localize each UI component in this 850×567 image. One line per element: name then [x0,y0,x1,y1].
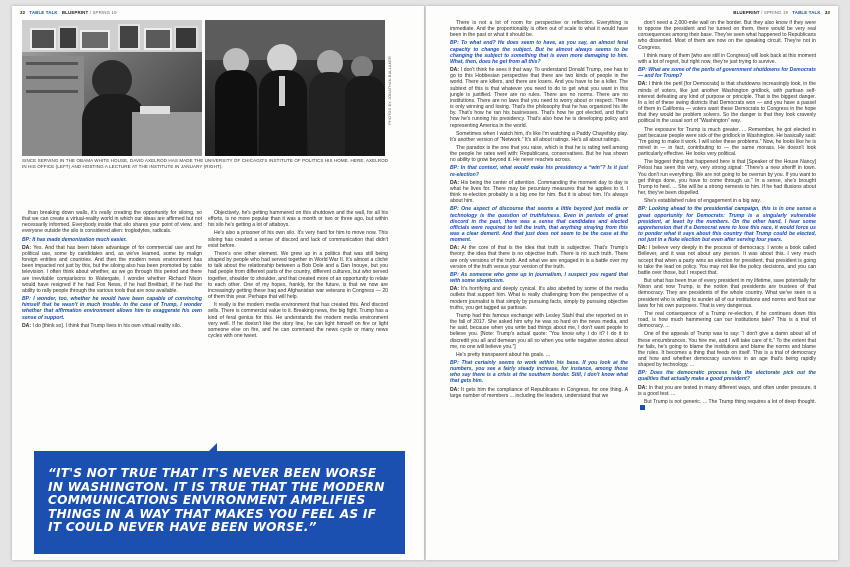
magazine-brand: BLUEPRINT [61,10,89,15]
photo-credit: PHOTOS BY JONATHAN BALLAKER [388,56,392,125]
right-page [426,6,838,560]
body-paragraph: He's also a prisoner of his own silo. It's very hard for him to move now. This siloing has created a sense of discord and lack of communication that didn't exist before. [208,230,388,249]
speaker-label: DA: [22,322,32,329]
right-column-1 [450,20,628,401]
issue-label: / SPRING 19 [761,10,789,15]
answer-text: I believe very deeply in the process of democracy. I wrote a book called Believer, and it was not about any person. It was about this. I very much accept that when a party wins an election for president, that president is going to take the lead on policy. You may not like the policy decisions, and you can battle over those, but I respect that. [638,245,816,276]
speaker-label: DA: [22,244,32,251]
pull-quote: “IT'S NOT TRUE THAT IT'S NEVER BEEN WORSE IN WASHINGTON. IT IS TRUE THAT THE MODERN COMMUNICATIONS ENVIRONMENT AMPLIFIES THINGS IN A WAY THAT MAKES YOU FEEL AS IF IT COULD NEVER HAVE BEEN WORSE.” [48,466,385,535]
answer-text: His being the center of attention. Commanding the moment day to day is what he lives for. There may be pecuniary measures that he applies to it. I think re-election probably is a big one for him. But it is about him. It's always about him. [450,179,628,205]
speaker-label: DA: [450,286,460,293]
interview-question: BP: I wonder, too, whether he would have been capable of convincing himself that he wasn't in much trouble. In the case of Trump, I wonder whether that affirmation environment allows him to exaggerate his own sense of support. [22,296,202,321]
continued-marker-icon [640,405,645,410]
speaker-label: DA: [450,179,460,186]
interview-question: BP: As someone who grew up in journalism, I suspect you regard that with some skepticism. [450,271,628,285]
interview-question: BP: What are some of the perils of government shutdowns for Democrats — and for Trump? [638,67,816,80]
answer-text: It gets him the compliance of Republicans in Congress, for one thing. A large number of members ... including the leaders, understand that we [450,386,628,399]
speaker-label: DA: [638,384,648,391]
interview-answer [638,81,816,124]
body-paragraph: It really is the modern media environment that has created this. And discord sells. There is commercial value to it. Breaking news, the big fight. Trump has a kind of feral genius for this. He understands the modern media environment very well. If he doesn't like the story line, he can light himself on fire or light someone else on fire, and he can command the news cycle or many news cycles with one tweet. [208,302,388,339]
speaker-label: DA: [638,81,648,88]
magazine-brand: BLUEPRINT [733,10,760,15]
interview-answer [450,245,628,270]
body-paragraph: The exposure for Trump is much greater. ... Remember, he got elected in part because people were sick of the gridlock in Washington. He basically said: “I'm going to make it work. I will solve these problems.” Now, he looks like he is mired in — in fact, contributing to — the same morass. He doesn't look particularly effective. He looks very political. [638,126,816,158]
body-paragraph: He's pretty transparent about his goals. ... [456,351,551,358]
interview-answer [450,180,628,205]
body-paragraph: The biggest thing that happened here is that [Speaker of the House Nancy] Pelosi has seen this very, very strong signal: “There's a new sheriff in town. You don't run everything. We are not going to be overrun by you. If you want to get things done, you have to come through us.” In a sense, she's brought Trump to heel. ... She will be a strong nemesis to him. If he had illusions about her, they've been dispelled. [638,159,816,197]
page-number: 32 [20,10,26,15]
issue-label: / SPRING 19 [89,10,117,15]
left-column-2 [208,210,388,341]
interview-question: BP: To what end? He does seem to have, as you say, an almost feral capacity to change the subject. But he almost always seems to be changing the subject to something that is even more damaging to him. What, then, does he get from all this? [450,40,628,65]
body-paragraph: Objectively, he's getting hammered on this shutdown and the wall, for all his efforts, is no more popular than it was a month or two or three ago, but within his silo he's getting a lot of attaboys. [208,210,388,229]
lecture-photo [205,20,385,156]
speaker-label: DA: [450,67,460,74]
body-paragraph: There is not a lot of room for perspective or reflection. Everything is immediate. And the proportionality is often out of scale to what it would have been in the past or what it should be. [450,20,628,39]
body-paragraph: don't need a 2,000-mile wall on the border. But they also know if they were to oppose the president and he turned on them, there would be very real consequences among their base. They've seen what happened to Republicans who dissented. Most of them are now on the speaking circuit. They're not in Congress. [638,20,816,51]
page-number: 33 [824,10,830,15]
body-paragraph: The real consequence of a Trump re-election, if he continues down this road, is how much hammering can our institutions take? This is a trial of democracy. ... [638,310,816,330]
body-paragraph: One of the appeals of Trump was to say: “I don't give a damn about all of these encumbrances. You hire me, and I will take care of it.” To the extent that he fails, he's going to blame the institutions and blame the norms and blame the rules. It becomes a thing that feeds on itself. This is a trial of democracy and how and whether democracy survives in an age that's being rapidly shaped by technology. ... [638,331,816,369]
body-paragraph: There's one other element. We grew up in a politics that was still being shaped by people who had served together in World War II. It's almost a cliché to talk about the relationship between a Bob Dole and a Dan Inouye, but you had people from different parts of the country, different cultures, but who served together, shoulder to shoulder, and that created more of an opportunity to relate to each other. One of my hopes, frankly, for the future, is that we now are increasingly getting these Iraq and Afghanistan war veterans in Congress — 20 of them this year. Perhaps that will help. [208,250,388,301]
body-paragraph: I think many of them [who are still in Congress] will look back at this moment with a lot of regret, but right now, they're just trying to survive. [638,52,816,65]
answer-text: I don't think he sees it that way. To understand Donald Trump, one has to go to this Hobbesian perspective that there are two kinds of people in the world. There are killers, and there are losers. And you have to be a killer. The subtext of this is that whatever you need to do to get what you want in this jungle is justified. There are no rules. There are no norms. There are no institutions. There are no laws that you need to worry about or respect. There is only winning and losing. That's the philosophy that he has organized his life by. That's how he ran his businesses. That's how he got elected, and that's how he's running his presidency. That's also how he is developing policy and representing America in the world. [450,67,628,129]
photo-caption: SINCE SERVING IN THE OBAMA WHITE HOUSE, DAVID AXELROD HAS MADE THE UNIVERSITY OF CHICAGO'S INSTITUTE OF POLITICS HIS HOME. HERE, AXELROD IN HIS OFFICE (LEFT) AND HOSTING A LECTURE AT THE INSTITUTE IN JANUARY (RIGHT). [22,158,389,169]
body-paragraph: But Trump is not generic. ... The Trump thing requires a lot of deep thought. [638,399,816,412]
left-column-1 [22,210,202,331]
office-photo [22,20,202,156]
right-column-2 [638,20,816,414]
section-name: TABLE TALK [29,10,58,15]
interview-answer [450,67,628,129]
body-paragraph: Sometimes when I watch him, it's like I'm watching a Paddy Chayefsky play. It's another version of “Network.” It's all about ratings. He's all about ratings. [450,130,628,143]
speaker-label: DA: [450,386,460,393]
answer-text: I do [think so]. I think that Trump lives in his own virtual reality silo. [31,322,182,329]
interview-answer [22,323,202,329]
section-name: TABLE TALK [792,10,821,15]
pull-quote-box [34,451,405,554]
answer-text: I think the peril [for Democrats] is that shutdowns increasingly look, in the minds of voters, like just another Washington gridlock, with partisan self-interest defeating any kind of purpose or principle. That is the biggest danger. In a lot of these swing districts that Democrats won — and you have a passel of them in California — voters want these Democrats to Congress in the hope that they would be problem solvers. So the danger is that they look cravenly political in the usual sort of “Washington” way. [638,81,816,125]
answer-text: Yes. And that has been taken advantage of for commercial use and for political use, some by candidates and, as we've learned, some by malign foreign entities and countries. And then the modern news environment has been impacted not just by this, but the siloing also has been promoted by cable television. I often think about whether, as we go through this period and there are inevitable comparisons to Watergate, I wonder whether Richard Nixon would have resigned if he had Fox News, if he had Breitbart, if he had the ability to rally people through the various tools that are now available. [22,244,202,294]
speaker-label: DA: [450,245,460,252]
right-folio [733,10,830,15]
left-page [12,6,424,560]
interview-question: BP: In that context, what would make his presidency a “win”? Is it just re-election? [450,165,628,178]
answer-text: At the core of that is the idea that truth is subjective. That's Trump's theory: the idea that there is no objective truth. There is no such truth. There are only versions of the truth. And what we are engaged in is a battle over my version of the truth versus your version of the truth. [450,245,628,270]
interview-answer [638,385,816,397]
interview-question: BP: One aspect of discourse that seems a little beyond just media or technology is the question of truthfulness. Even in periods of great discord in the past, there was a sense that candidates and elected officials were required to tell the truth, that anything straying from this was a clear demerit. And that just does not seem to be the case at the moment. [450,206,628,244]
body-paragraph: Trump had this famous exchange with Lesley Stahl that she reported on in the fall of 2017. She asked him why he was so hard on the news media, and he said, because when you write bad things about me, I don't want people to believe you. [Note: Trump's actual quote: “You know why I do it? I do it to discredit you all and demean you all so when you write negative stories about me, no one will believe you.”] [450,312,628,350]
body-paragraph: than breaking down walls, it's really creating the opportunity for siloing, so that we can create a virtual-reality world in which our ideas are affirmed but not necessarily informed. Everybody inside that silo shares your point of view, and everyone outside the silo is considered alien: troglodytes, radicals. [22,210,202,235]
speaker-label: DA: [638,245,648,252]
interview-answer [22,245,202,294]
body-paragraph: But what has been true of every president in my lifetime, save potentially for Nixon and now Trump, is the notion that presidents are trustees of that democracy. They are presidents of the whole country. What we've seen is a president who is willing to sunder all of our institutions and norms and flout our laws for his own purposes. That is very dangerous. [638,278,816,309]
left-folio [20,10,117,15]
interview-question: BP: Does the democratic process help the electorate pick out the qualities that actually make a good president? [638,370,816,383]
answer-text: In that you are tested in many different ways, and often under pressure, it is a good test. ... [638,384,816,397]
body-paragraph: She's established rules of engagement in a big way. [644,198,761,205]
answer-text: It's horrifying and deeply cynical. It's also abetted by some of the media outlets that support him. What is really challenging from the perspective of a modern journalist is that simply by pursuing facts, simply by pursuing objective truths, you get tagged as partisan. [450,286,628,311]
interview-answer [638,245,816,276]
interview-question: BP: That certainly seems to work within his base. If you look at the numbers, you see a fairly steady increase, for instance, among those who say there is a crisis at the southern border. Still, I don't know what that gets him. [450,359,628,385]
interview-answer [450,286,628,311]
interview-question: BP: Looking ahead to the presidential campaign, this is in one sense a great opportunity for Democrats: Trump is a singularly vulnerable president, at least by the numbers. On the other hand, I hear some apprehension that if a Democrat were to lose this race, it would force us to ponder what it says about this country that Trump could be elected, not just in a fluke election but even after serving four years. [638,206,816,244]
interview-question: BP: It has made demonization much easier. [22,236,127,243]
body-paragraph: The paradox is the one that you raise, which is that he is rating well among the people he rates well with: Republicans, conservatives. But he has shown no ability to grow beyond it. He never reaches across. [450,144,628,164]
interview-answer [450,387,628,399]
